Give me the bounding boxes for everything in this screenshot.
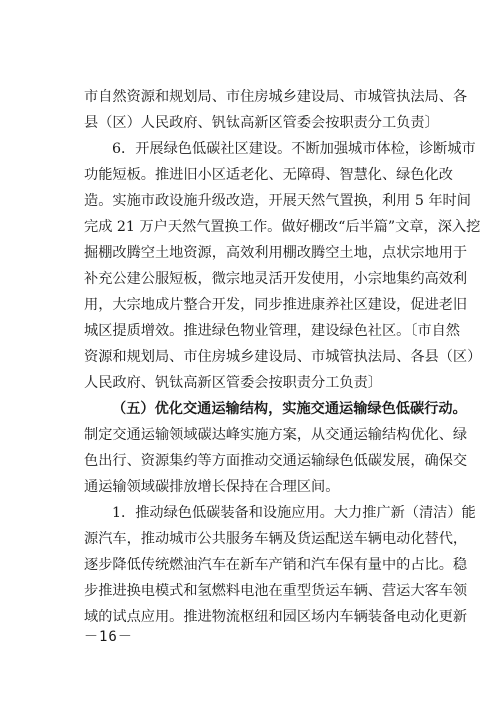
- text-line: 造。实施市政设施升级改造，开展天然气置换，利用 5 年时间: [84, 193, 471, 209]
- text-line: 制定交通运输领域碳达峰实施方案，从交通运输结构优化、绿: [84, 427, 468, 443]
- page-number: －16－: [84, 629, 133, 645]
- text-line: 1．推动绿色低碳装备和设施应用。大力推广新（清洁）能: [112, 505, 476, 521]
- text-line: 通运输领域碳排放增长保持在合理区间。: [84, 479, 340, 495]
- paragraph-section-5-transport: [84, 396, 468, 500]
- text-line: 用，大宗地成片整合开发，同步推进康养社区建设，促进老旧: [84, 297, 468, 313]
- paragraph-item-6-green-community: [84, 136, 482, 396]
- text-line: 域的试点应用。推进物流枢纽和园区场内车辆装备电动化更新: [84, 609, 468, 625]
- text-line: 资源和规划局、市住房城乡建设局、市城管执法局、各县（区）: [84, 349, 482, 365]
- body-text: [84, 84, 482, 630]
- text-line: 掘棚改腾空土地资源，高效利用棚改腾空土地，点状宗地用于: [84, 245, 468, 261]
- text-line: 功能短板。推进旧小区适老化、无障碍、智慧化、绿色化改: [84, 167, 453, 183]
- paragraph-responsible-units-continued: [84, 84, 468, 136]
- section-heading: （五）优化交通运输结构，实施交通运输绿色低碳行动。: [112, 401, 467, 417]
- text-line: 源汽车，推动城市公共服务车辆及货运配送车辆电动化替代，: [84, 531, 468, 547]
- text-line: 逐步降低传统燃油汽车在新车产销和汽车保有量中的占比。稳: [84, 557, 468, 573]
- text-line: 人民政府、钒钛高新区管委会按职责分工负责〕: [84, 375, 382, 391]
- text-line: 城区提质增效。推进绿色物业管理，建设绿色社区。〔市自然: [84, 323, 460, 339]
- text-line: 补充公建公服短板，微宗地灵活开发使用，小宗地集约高效利: [84, 271, 468, 287]
- text-line: 6．开展绿色低碳社区建设。不断加强城市体检，诊断城市: [112, 141, 476, 157]
- paragraph-item-1-green-equipment: [84, 500, 476, 630]
- text-line: 色出行、资源集约等方面推动交通运输绿色低碳发展，确保交: [84, 453, 468, 469]
- text-line: 步推进换电模式和氢燃料电池在重型货运车辆、营运大客车领: [84, 583, 468, 599]
- text-line: 市自然资源和规划局、市住房城乡建设局、市城管执法局、各: [84, 89, 468, 105]
- text-line: 完成 21 万户天然气置换工作。做好棚改“后半篇”文章，深入挖: [84, 219, 481, 235]
- text-line: 县（区）人民政府、钒钛高新区管委会按职责分工负责〕: [84, 115, 439, 131]
